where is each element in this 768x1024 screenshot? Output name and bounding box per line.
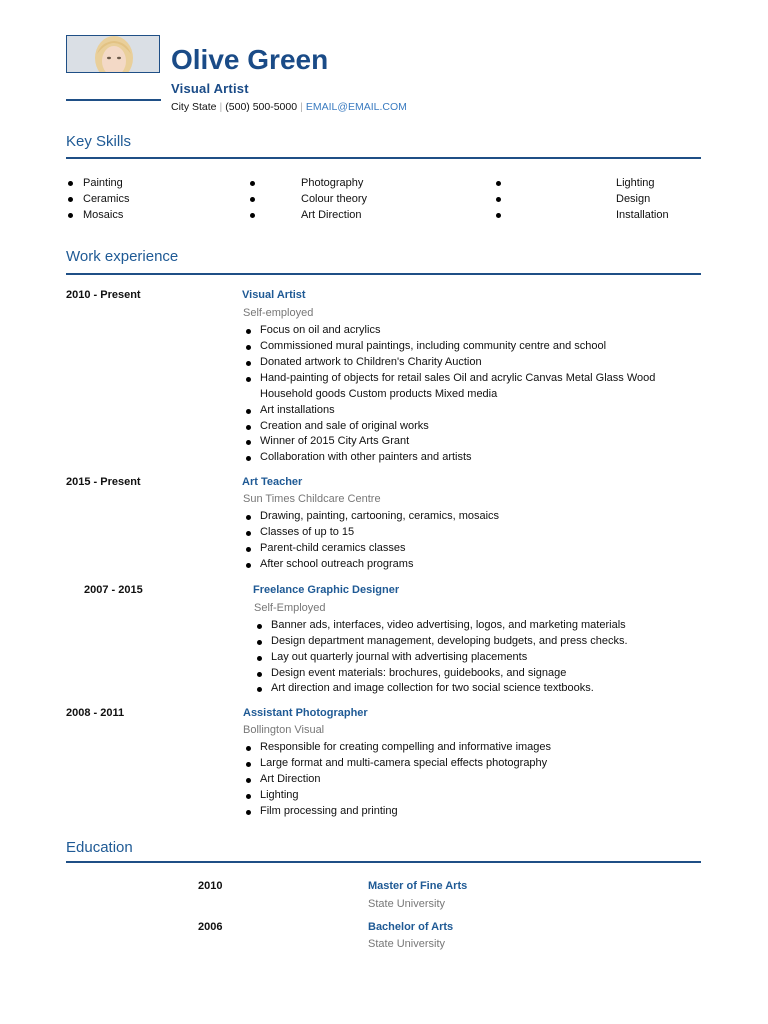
education-year: 2006 <box>198 921 223 933</box>
job-bullet: Commissioned mural paintings, including community centre and school <box>260 339 606 355</box>
skill-item: Ceramics <box>83 193 130 205</box>
job-bullet: Art installations <box>260 403 335 419</box>
job-bullet: Donated artwork to Children's Charity Auction <box>260 355 482 371</box>
phone-number: (500) 500-5000 <box>225 101 298 113</box>
job-bullet: Lay out quarterly journal with advertising placements <box>271 650 527 666</box>
bullet <box>68 213 73 218</box>
bullet <box>250 181 255 186</box>
job-bullet-continuation: Household goods Custom products Mixed media <box>260 388 498 400</box>
job-bullet: Art direction and image collection for two social science textbooks. <box>271 681 594 697</box>
skill-item: Painting <box>83 177 123 189</box>
section-title-work-experience: Work experience <box>66 248 179 265</box>
city-state: City State <box>171 101 217 113</box>
education-degree: Master of Fine Arts <box>368 880 468 892</box>
job-bullet: Parent-child ceramics classes <box>260 541 406 557</box>
job-employer: Self-employed <box>243 307 314 319</box>
job-date: 2007 - 2015 <box>84 584 143 596</box>
job-bullet: Film processing and printing <box>260 804 398 820</box>
section-title-key-skills: Key Skills <box>66 133 132 150</box>
contact-separator: | <box>219 101 223 113</box>
job-bullet: Art Direction <box>260 772 321 788</box>
section-divider <box>66 273 701 275</box>
bullet <box>496 213 501 218</box>
job-bullet: Classes of up to 15 <box>260 525 354 541</box>
skill-item: Photography <box>301 177 364 189</box>
education-degree: Bachelor of Arts <box>368 921 454 933</box>
skill-item: Mosaics <box>83 209 124 221</box>
job-employer: Self-Employed <box>254 602 326 614</box>
job-title: Freelance Graphic Designer <box>253 584 400 596</box>
profile-photo-image <box>67 36 160 73</box>
job-title: Assistant Photographer <box>243 707 368 719</box>
bullet <box>496 181 501 186</box>
job-bullet: Banner ads, interfaces, video advertising, logos, and marketing materials <box>271 618 626 634</box>
job-bullet: Responsible for creating compelling and informative images <box>260 740 551 756</box>
job-title: Art Teacher <box>242 476 303 488</box>
skill-item: Installation <box>616 209 669 221</box>
bullet <box>250 213 255 218</box>
job-bullet: Drawing, painting, cartooning, ceramics, mosaics <box>260 509 499 525</box>
section-title-education: Education <box>66 839 133 856</box>
job-bullet: Creation and sale of original works <box>260 419 429 435</box>
job-employer: Sun Times Childcare Centre <box>243 493 381 505</box>
job-bullet: Large format and multi-camera special effects photography <box>260 756 547 772</box>
job-title: Visual Artist <box>242 289 306 301</box>
education-school: State University <box>368 898 446 910</box>
contact-line <box>171 101 407 113</box>
contact-separator: | <box>300 101 303 113</box>
job-bullet: Collaboration with other painters and artists <box>260 450 472 466</box>
job-bullet: Hand-painting of objects for retail sales Oil and acrylic Canvas Metal Glass Wood <box>260 371 655 387</box>
education-school: State University <box>368 938 446 950</box>
job-bullet: Lighting <box>260 788 299 804</box>
skill-item: Design <box>616 193 651 205</box>
section-divider <box>66 157 701 159</box>
job-bullet: Design department management, developing budgets, and press checks. <box>271 634 628 650</box>
job-bullet: Design event materials: brochures, guidebooks, and signage <box>271 666 566 682</box>
skill-item: Art Direction <box>301 209 362 221</box>
email-link[interactable]: EMAIL@EMAIL.COM <box>305 101 407 113</box>
bullet <box>496 197 501 202</box>
profile-photo <box>66 35 160 73</box>
skill-item: Lighting <box>616 177 655 189</box>
job-bullet: After school outreach programs <box>260 557 413 573</box>
education-year: 2010 <box>198 880 223 892</box>
section-divider <box>66 861 701 863</box>
bullet <box>68 181 73 186</box>
candidate-title: Visual Artist <box>171 81 249 96</box>
bullet <box>250 197 255 202</box>
skill-item: Colour theory <box>301 193 368 205</box>
job-date: 2015 - Present <box>66 476 141 488</box>
job-date: 2008 - 2011 <box>66 707 125 719</box>
job-bullet: Focus on oil and acrylics <box>260 323 380 339</box>
photo-underline <box>66 99 161 101</box>
job-bullet: Winner of 2015 City Arts Grant <box>260 434 409 450</box>
bullet <box>68 197 73 202</box>
job-employer: Bollington Visual <box>243 724 325 736</box>
job-date: 2010 - Present <box>66 289 141 301</box>
candidate-name: Olive Green <box>171 44 329 75</box>
